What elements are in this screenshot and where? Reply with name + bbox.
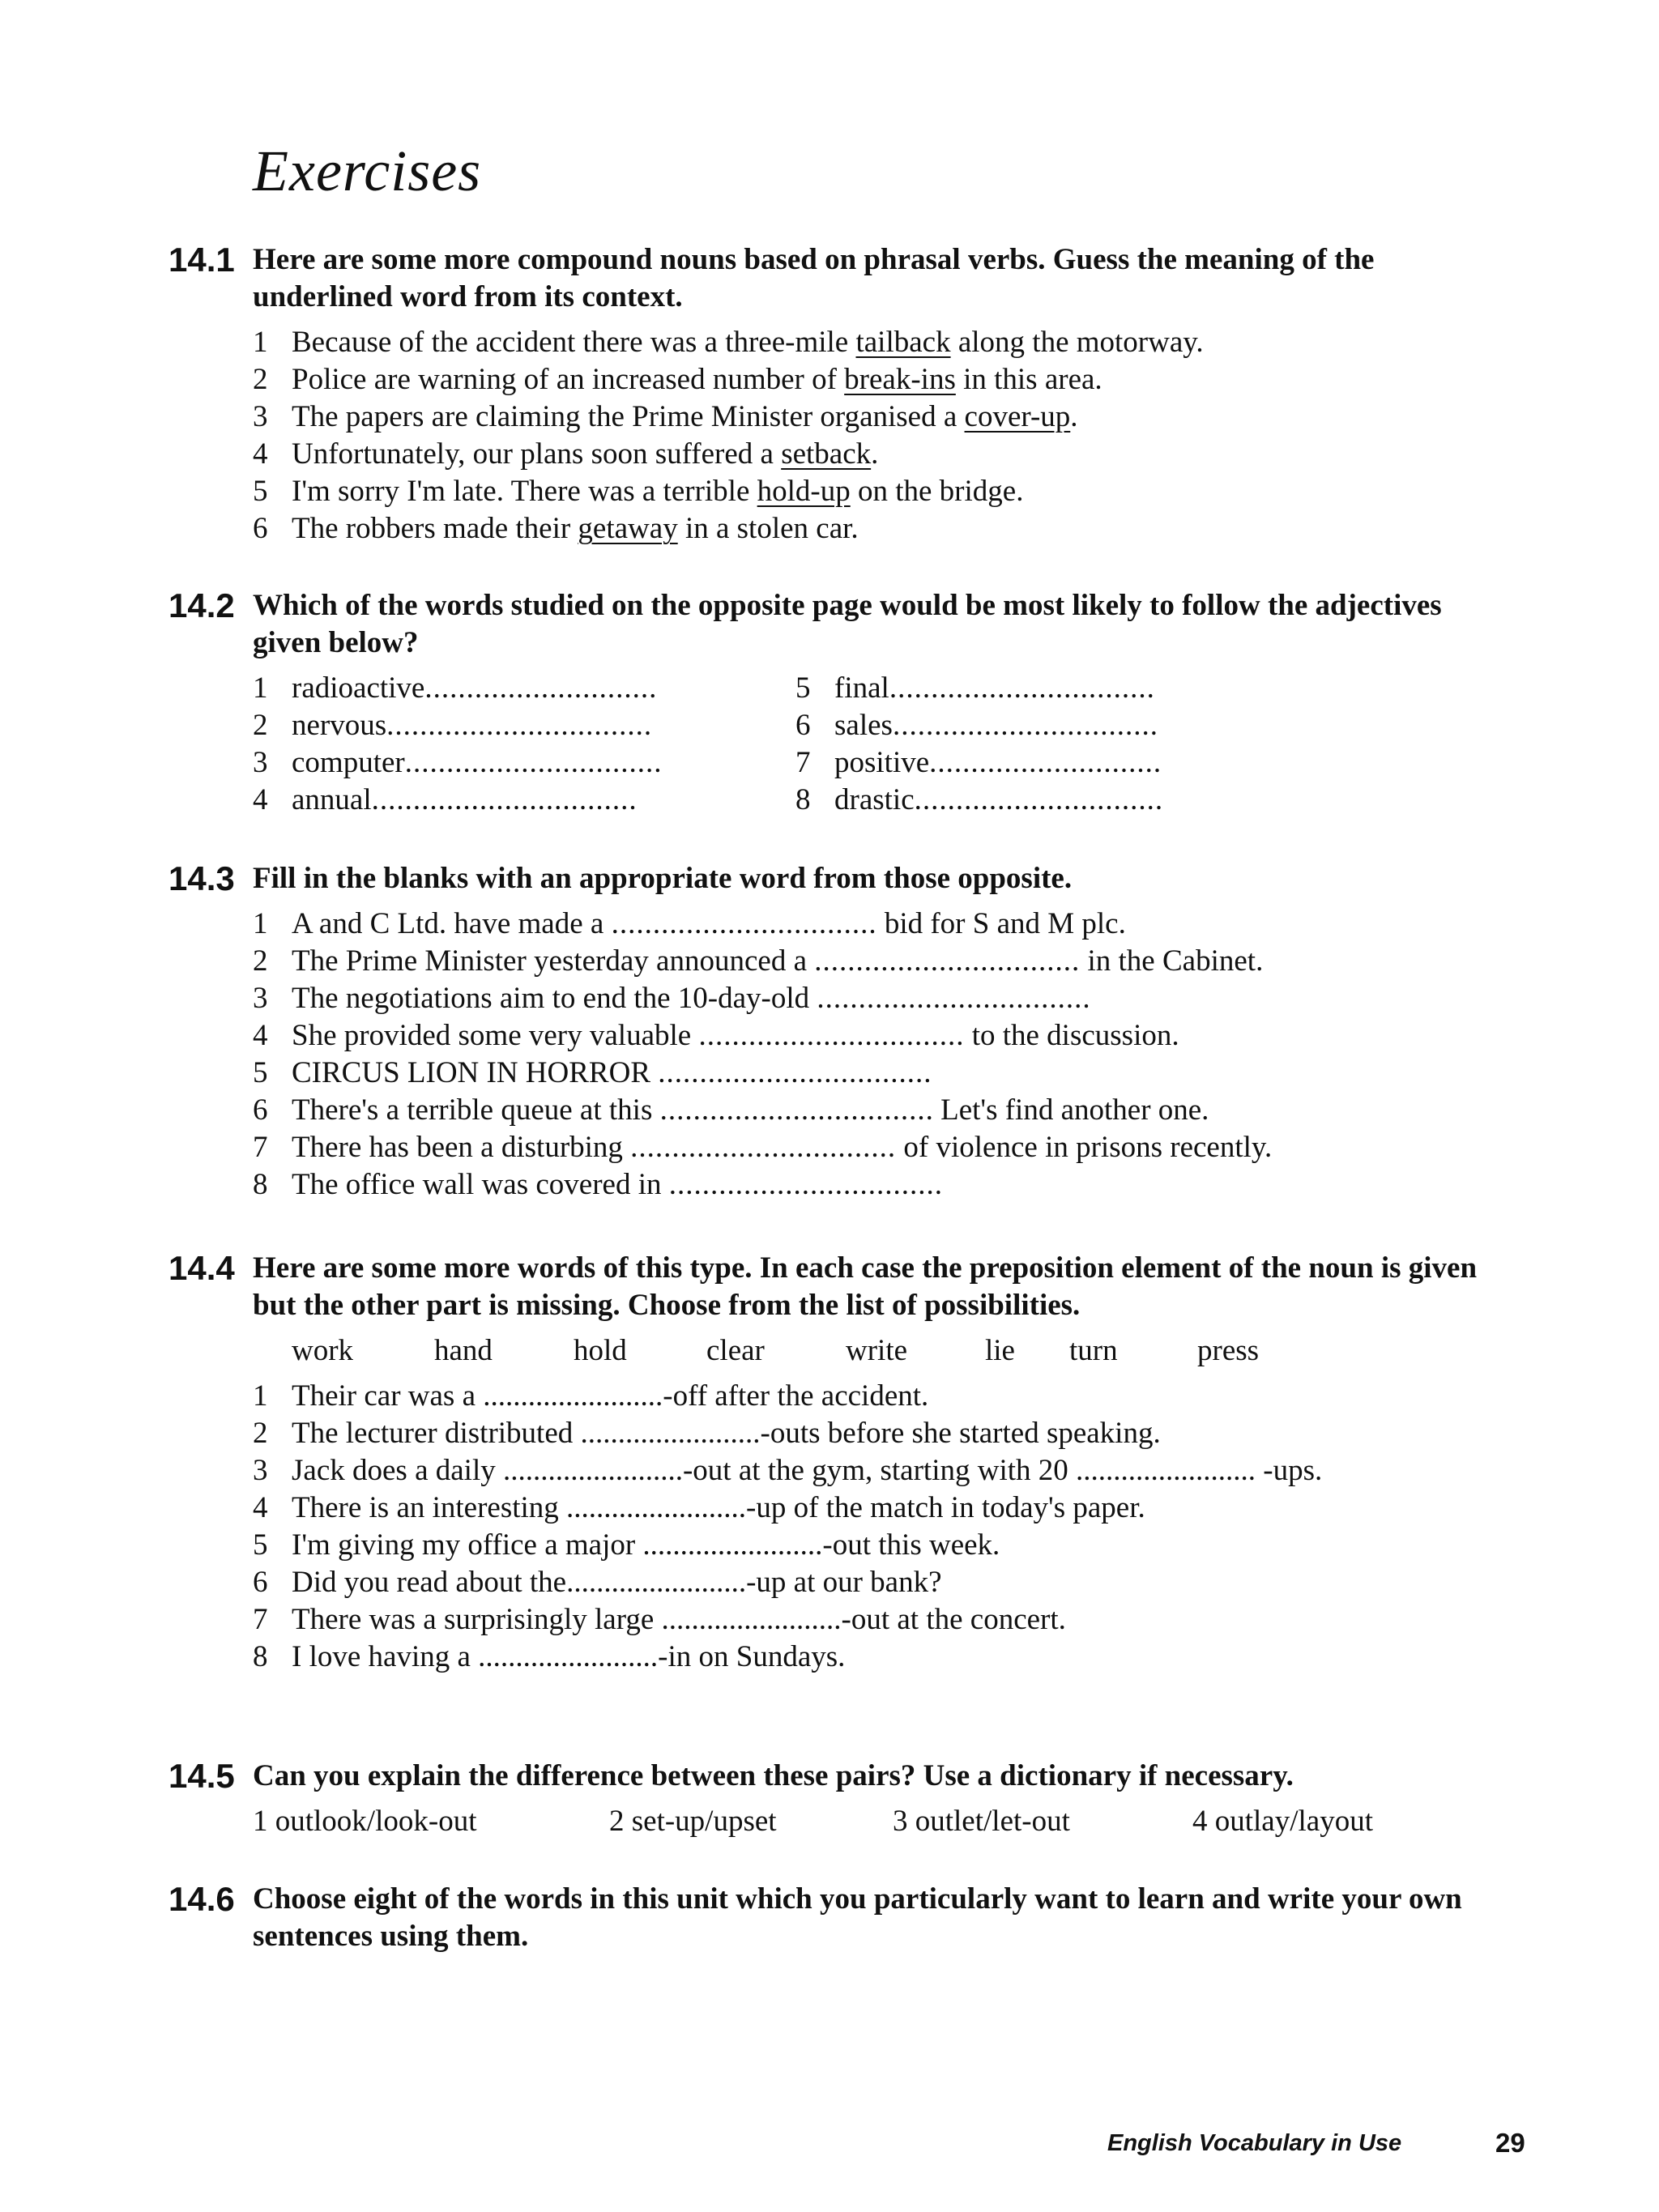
item-number: 7 bbox=[253, 1603, 268, 1636]
list-item bbox=[253, 1017, 1516, 1055]
blank-dots: ................................ bbox=[658, 1056, 924, 1089]
item-number: 8 bbox=[795, 783, 811, 816]
item-number: 2 bbox=[253, 709, 268, 742]
item-text: Because of the accident there was a three-mile bbox=[292, 326, 856, 359]
exercise-items bbox=[253, 906, 1516, 1204]
item-text: Jack does a daily ........................-out at the gym, starting with 20 ........................ -ups. bbox=[292, 1454, 1323, 1487]
item-text: radioactive bbox=[292, 671, 425, 705]
blank-dots: ................................ bbox=[630, 1131, 897, 1164]
list-item bbox=[795, 782, 1282, 819]
item-text: final bbox=[834, 671, 889, 705]
item-text: CIRCUS LION IN HORROR bbox=[292, 1056, 659, 1089]
underlined-word: hold-up bbox=[757, 475, 851, 508]
blank-dots: ............................ bbox=[929, 746, 1162, 779]
blank-dots: ................................ bbox=[889, 671, 1155, 705]
list-item bbox=[795, 744, 1282, 782]
list-item bbox=[253, 670, 795, 707]
word-pairs bbox=[253, 1803, 1516, 1840]
blank-dots: ................................ bbox=[386, 709, 653, 742]
item-number: 5 bbox=[253, 1056, 268, 1089]
list-item bbox=[795, 707, 1282, 744]
word-list bbox=[253, 1332, 1516, 1370]
item-text: The robbers made their bbox=[292, 512, 578, 545]
underlined-word: break-ins bbox=[844, 363, 956, 396]
list-item bbox=[253, 782, 795, 819]
word-option: write bbox=[846, 1334, 908, 1367]
item-number: 2 bbox=[253, 944, 268, 978]
item-text: along the motorway. bbox=[950, 326, 1204, 359]
list-item bbox=[253, 1055, 1516, 1092]
item-text: The lecturer distributed ........................-outs before she started speaking. bbox=[292, 1417, 1161, 1450]
exercise-instruction: Can you explain the difference between these pairs? Use a dictionary if necessary. bbox=[253, 1759, 1294, 1792]
list-item bbox=[253, 399, 1516, 436]
blank-dots: ................................ bbox=[892, 709, 1158, 742]
item-text: computer bbox=[292, 746, 405, 779]
book-title: English Vocabulary in Use bbox=[1107, 2130, 1402, 2156]
item-number: 5 bbox=[795, 671, 811, 705]
item-text: of violence in prisons recently. bbox=[896, 1131, 1273, 1164]
item-number: 1 bbox=[253, 326, 268, 359]
item-number: 6 bbox=[253, 1566, 268, 1599]
list-item bbox=[253, 473, 1516, 510]
exercise-number: 14.1 bbox=[168, 241, 235, 279]
item-number: 4 bbox=[253, 1019, 268, 1052]
item-number: 7 bbox=[253, 1131, 268, 1164]
list-item bbox=[253, 1129, 1516, 1166]
word-pair: 2 set-up/upset bbox=[609, 1805, 777, 1838]
blank-dots: ............................... bbox=[404, 746, 663, 779]
item-text: . Let's find another one. bbox=[925, 1093, 1209, 1127]
item-number: 3 bbox=[253, 400, 268, 433]
word-option: press bbox=[1197, 1334, 1260, 1367]
item-text: positive bbox=[834, 746, 930, 779]
item-number: 3 bbox=[253, 982, 268, 1015]
list-item bbox=[253, 1639, 1516, 1676]
item-number: 8 bbox=[253, 1640, 268, 1673]
list-item bbox=[253, 1092, 1516, 1129]
item-number: 6 bbox=[795, 709, 811, 742]
list-item bbox=[253, 1527, 1516, 1564]
word-pair: 4 outlay/layout bbox=[1192, 1805, 1373, 1838]
item-text: Police are warning of an increased number of bbox=[292, 363, 845, 396]
item-text: on the bridge. bbox=[850, 475, 1024, 508]
exercise-number: 14.5 bbox=[168, 1757, 235, 1795]
list-item bbox=[253, 361, 1516, 399]
item-text: drastic bbox=[834, 783, 915, 816]
item-text: The Prime Minister yesterday announced a bbox=[292, 944, 815, 978]
list-item bbox=[253, 1490, 1516, 1527]
item-number: 7 bbox=[795, 746, 811, 779]
exercise-items bbox=[253, 670, 1516, 819]
item-text: . bbox=[934, 1168, 942, 1201]
list-item bbox=[253, 1378, 1516, 1415]
blank-dots: ................................ bbox=[698, 1019, 965, 1052]
exercise-number: 14.4 bbox=[168, 1249, 235, 1287]
list-item bbox=[795, 670, 1282, 707]
list-item bbox=[253, 943, 1516, 980]
item-text: bid for S and M plc. bbox=[876, 907, 1126, 940]
item-number: 5 bbox=[253, 1528, 268, 1562]
list-item bbox=[253, 1564, 1516, 1601]
item-number: 5 bbox=[253, 475, 268, 508]
list-item bbox=[253, 906, 1516, 943]
item-text: in a stolen car. bbox=[677, 512, 859, 545]
item-text: . bbox=[1082, 982, 1090, 1015]
item-number: 1 bbox=[253, 907, 268, 940]
item-number: 6 bbox=[253, 1093, 268, 1127]
list-item bbox=[253, 436, 1516, 473]
item-text: . bbox=[871, 437, 879, 471]
item-number: 1 bbox=[253, 671, 268, 705]
word-option: hand bbox=[434, 1334, 493, 1367]
word-option: hold bbox=[574, 1334, 627, 1367]
item-text: to the discussion. bbox=[964, 1019, 1179, 1052]
item-text: The negotiations aim to end the 10-day-old bbox=[292, 982, 817, 1015]
item-number: 8 bbox=[253, 1168, 268, 1201]
page-title: Exercises bbox=[253, 139, 482, 203]
list-item bbox=[253, 1166, 1516, 1204]
list-item bbox=[253, 980, 1516, 1017]
underlined-word: setback bbox=[781, 437, 872, 471]
blank-dots: ................................ bbox=[611, 907, 877, 940]
word-option: clear bbox=[706, 1334, 765, 1367]
exercise-number: 14.6 bbox=[168, 1880, 235, 1918]
blank-dots: ................................ bbox=[668, 1168, 935, 1201]
exercise-number: 14.2 bbox=[168, 586, 235, 624]
exercise-number: 14.3 bbox=[168, 859, 235, 897]
list-item bbox=[253, 510, 1516, 548]
exercise-items bbox=[253, 1378, 1516, 1676]
item-number: 4 bbox=[253, 437, 268, 471]
item-number: 3 bbox=[253, 746, 268, 779]
item-text: . bbox=[1070, 400, 1078, 433]
list-item bbox=[253, 1415, 1516, 1452]
item-text: She provided some very valuable bbox=[292, 1019, 699, 1052]
item-text: in this area. bbox=[955, 363, 1102, 396]
item-text: A and C Ltd. have made a bbox=[292, 907, 612, 940]
item-text: There is an interesting ........................-up of the match in today's paper. bbox=[292, 1491, 1145, 1524]
item-text: I'm sorry I'm late. There was a terrible bbox=[292, 475, 757, 508]
item-text: Did you read about the........................-up at our bank? bbox=[292, 1566, 942, 1599]
page-number: 29 bbox=[1495, 2128, 1525, 2158]
word-option: work bbox=[292, 1334, 354, 1367]
item-number: 3 bbox=[253, 1454, 268, 1487]
item-text: There was a surprisingly large ........................-out at the concert. bbox=[292, 1603, 1066, 1636]
item-text: . bbox=[923, 1056, 932, 1089]
item-text: The papers are claiming the Prime Minister organised a bbox=[292, 400, 965, 433]
item-number: 1 bbox=[253, 1379, 268, 1413]
item-number: 2 bbox=[253, 363, 268, 396]
list-item bbox=[253, 1601, 1516, 1639]
list-item bbox=[253, 744, 795, 782]
word-option: turn bbox=[1069, 1334, 1118, 1367]
list-item bbox=[253, 324, 1516, 361]
blank-dots: ................................ bbox=[659, 1093, 926, 1127]
blank-dots: .............................. bbox=[914, 783, 1164, 816]
item-text: annual bbox=[292, 783, 372, 816]
item-text: Their car was a ........................-off after the accident. bbox=[292, 1379, 929, 1413]
blank-dots: ................................ bbox=[814, 944, 1081, 978]
word-pair: 1 outlook/look-out bbox=[253, 1805, 477, 1838]
list-item bbox=[253, 1452, 1434, 1490]
word-pair: 3 outlet/let-out bbox=[893, 1805, 1070, 1838]
exercise-instruction: Fill in the blanks with an appropriate word from those opposite. bbox=[253, 862, 1073, 895]
item-text: I love having a ........................-in on Sundays. bbox=[292, 1640, 846, 1673]
item-text: nervous bbox=[292, 709, 387, 742]
item-number: 4 bbox=[253, 1491, 268, 1524]
item-number: 2 bbox=[253, 1417, 268, 1450]
item-number: 6 bbox=[253, 512, 268, 545]
item-text: Unfortunately, our plans soon suffered a bbox=[292, 437, 782, 471]
item-text: There has been a disturbing bbox=[292, 1131, 631, 1164]
blank-dots: ................................ bbox=[371, 783, 638, 816]
underlined-word: getaway bbox=[578, 512, 678, 545]
item-text: The office wall was covered in bbox=[292, 1168, 669, 1201]
blank-dots: ............................ bbox=[424, 671, 658, 705]
item-number: 4 bbox=[253, 783, 268, 816]
exercise-instruction: Here are some more compound nouns based on phrasal verbs. Guess the meaning of the underlined word from its context. bbox=[253, 243, 1375, 313]
word-option: lie bbox=[985, 1334, 1015, 1367]
exercise-instruction: Here are some more words of this type. In each case the preposition element of the noun is given but the other part is missing. Choose from the list of possibilities. bbox=[253, 1251, 1478, 1322]
exercise-instruction: Which of the words studied on the opposite page would be most likely to follow the adjectives given below? bbox=[253, 589, 1442, 659]
item-text: There's a terrible queue at this bbox=[292, 1093, 660, 1127]
exercise-items bbox=[253, 324, 1516, 548]
underlined-word: tailback bbox=[855, 326, 951, 359]
blank-dots: ................................ bbox=[817, 982, 1083, 1015]
exercise-instruction: Choose eight of the words in this unit which you particularly want to learn and write your own sentences using them. bbox=[253, 1882, 1462, 1953]
list-item bbox=[253, 707, 795, 744]
item-text: sales bbox=[834, 709, 893, 742]
underlined-word: cover-up bbox=[964, 400, 1071, 433]
item-text: in the Cabinet. bbox=[1080, 944, 1264, 978]
item-text: I'm giving my office a major ........................-out this week. bbox=[292, 1528, 1000, 1562]
